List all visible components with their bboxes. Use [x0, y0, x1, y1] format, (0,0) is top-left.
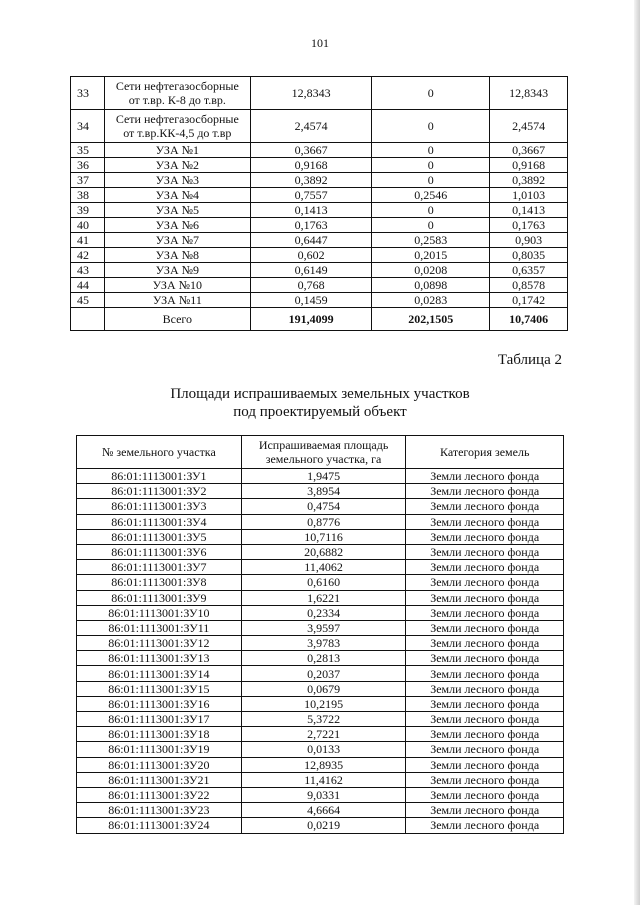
header-requested-area-line-2: земельного участка, га	[265, 452, 382, 466]
parcel-number-cell: 86:01:1113001:ЗУ5	[77, 529, 242, 544]
object-name-cell: УЗА №1	[104, 143, 250, 158]
table-row	[71, 158, 568, 173]
object-name-cell: УЗА №2	[104, 158, 250, 173]
value-cell-b: 0,0208	[372, 263, 490, 278]
land-category-cell: Земли лесного фонда	[406, 772, 564, 787]
table-1	[70, 76, 568, 331]
land-category-cell: Земли лесного фонда	[406, 666, 564, 681]
table-row	[71, 218, 568, 233]
value-cell-b: 0	[372, 203, 490, 218]
table-row	[71, 248, 568, 263]
land-category-cell: Земли лесного фонда	[406, 605, 564, 620]
parcel-area-cell: 12,8935	[241, 757, 406, 772]
table-2-body	[77, 469, 564, 834]
value-cell-c: 0,6357	[490, 263, 568, 278]
table-row	[77, 575, 564, 590]
row-number-cell: 39	[71, 203, 105, 218]
table-row	[77, 712, 564, 727]
table-row	[71, 293, 568, 308]
object-name-cell: УЗА №3	[104, 173, 250, 188]
object-name-cell: УЗА №4	[104, 188, 250, 203]
table-row	[77, 696, 564, 711]
value-cell-c: 1,0103	[490, 188, 568, 203]
land-category-cell: Земли лесного фонда	[406, 499, 564, 514]
table-row	[77, 757, 564, 772]
parcel-area-cell: 11,4162	[241, 772, 406, 787]
row-number-cell: 41	[71, 233, 105, 248]
parcel-area-cell: 2,7221	[241, 727, 406, 742]
table-row	[77, 499, 564, 514]
object-name-line-1: Сети нефтегазосборные	[115, 79, 239, 93]
total-empty-cell	[71, 308, 105, 331]
parcel-number-cell: 86:01:1113001:ЗУ13	[77, 651, 242, 666]
table-row	[77, 514, 564, 529]
parcel-area-cell: 3,9783	[241, 636, 406, 651]
parcel-number-cell: 86:01:1113001:ЗУ22	[77, 787, 242, 802]
table-row	[71, 233, 568, 248]
value-cell-a: 0,7557	[250, 188, 372, 203]
table-row	[77, 727, 564, 742]
table-row	[77, 469, 564, 484]
land-category-cell: Земли лесного фонда	[406, 590, 564, 605]
value-cell-b: 0	[372, 218, 490, 233]
object-name-line-2: от т.вр. К-8 до т.вр.	[128, 93, 226, 107]
land-category-cell: Земли лесного фонда	[406, 696, 564, 711]
value-cell-a: 0,602	[250, 248, 372, 263]
parcel-area-cell: 0,0679	[241, 681, 406, 696]
object-name-cell: УЗА №6	[104, 218, 250, 233]
parcel-number-cell: 86:01:1113001:ЗУ8	[77, 575, 242, 590]
row-number-cell: 40	[71, 218, 105, 233]
value-cell-c: 0,9168	[490, 158, 568, 173]
value-cell-b: 0	[372, 143, 490, 158]
value-cell-b: 0,0898	[372, 278, 490, 293]
land-category-cell: Земли лесного фонда	[406, 818, 564, 833]
parcel-number-cell: 86:01:1113001:ЗУ11	[77, 620, 242, 635]
value-cell-b: 0,0283	[372, 293, 490, 308]
land-category-cell: Земли лесного фонда	[406, 484, 564, 499]
object-name-cell: УЗА №10	[104, 278, 250, 293]
parcel-area-cell: 10,7116	[241, 529, 406, 544]
row-number-cell: 34	[71, 110, 105, 143]
land-category-cell: Земли лесного фонда	[406, 529, 564, 544]
parcel-number-cell: 86:01:1113001:ЗУ15	[77, 681, 242, 696]
value-cell-c: 0,3667	[490, 143, 568, 158]
parcel-number-cell: 86:01:1113001:ЗУ16	[77, 696, 242, 711]
row-number-cell: 35	[71, 143, 105, 158]
value-cell-c: 12,8343	[490, 77, 568, 110]
page-number: 101	[311, 36, 329, 50]
row-number-cell: 36	[71, 158, 105, 173]
table-row	[71, 77, 568, 110]
header-requested-area-line-1: Испрашиваемая площадь	[258, 438, 389, 452]
table-row	[71, 143, 568, 158]
header-land-category: Категория земель	[406, 436, 564, 469]
table-row	[77, 544, 564, 559]
parcel-number-cell: 86:01:1113001:ЗУ12	[77, 636, 242, 651]
parcel-number-cell: 86:01:1113001:ЗУ19	[77, 742, 242, 757]
row-number-cell: 45	[71, 293, 105, 308]
table-row	[77, 651, 564, 666]
parcel-area-cell: 0,0133	[241, 742, 406, 757]
object-name-cell: УЗА №8	[104, 248, 250, 263]
value-cell-a: 0,3667	[250, 143, 372, 158]
parcel-number-cell: 86:01:1113001:ЗУ6	[77, 544, 242, 559]
row-number-cell: 33	[71, 77, 105, 110]
parcel-area-cell: 11,4062	[241, 560, 406, 575]
parcel-area-cell: 0,0219	[241, 818, 406, 833]
table-1-body	[71, 77, 568, 331]
total-value-a: 191,4099	[250, 308, 372, 331]
table-row	[77, 803, 564, 818]
row-number-cell: 44	[71, 278, 105, 293]
table-row	[77, 681, 564, 696]
land-category-cell: Земли лесного фонда	[406, 651, 564, 666]
header-requested-area	[241, 436, 406, 469]
row-number-cell: 43	[71, 263, 105, 278]
table-row	[71, 188, 568, 203]
value-cell-c: 0,8035	[490, 248, 568, 263]
row-number-cell: 37	[71, 173, 105, 188]
parcel-area-cell: 0,4754	[241, 499, 406, 514]
parcel-number-cell: 86:01:1113001:ЗУ9	[77, 590, 242, 605]
value-cell-b: 0	[372, 173, 490, 188]
parcel-area-cell: 5,3722	[241, 712, 406, 727]
parcel-number-cell: 86:01:1113001:ЗУ14	[77, 666, 242, 681]
table-row	[71, 278, 568, 293]
row-number-cell: 38	[71, 188, 105, 203]
parcel-area-cell: 9,0331	[241, 787, 406, 802]
land-category-cell: Земли лесного фонда	[406, 757, 564, 772]
land-category-cell: Земли лесного фонда	[406, 712, 564, 727]
object-name-cell	[104, 77, 250, 110]
parcel-number-cell: 86:01:1113001:ЗУ18	[77, 727, 242, 742]
table-row	[77, 818, 564, 833]
value-cell-a: 0,6447	[250, 233, 372, 248]
total-value-b: 202,1505	[372, 308, 490, 331]
value-cell-a: 2,4574	[250, 110, 372, 143]
value-cell-b: 0	[372, 110, 490, 143]
table-row	[71, 263, 568, 278]
parcel-area-cell: 4,6664	[241, 803, 406, 818]
value-cell-a: 0,3892	[250, 173, 372, 188]
parcel-number-cell: 86:01:1113001:ЗУ17	[77, 712, 242, 727]
land-category-cell: Земли лесного фонда	[406, 575, 564, 590]
parcel-number-cell: 86:01:1113001:ЗУ7	[77, 560, 242, 575]
parcel-area-cell: 0,2334	[241, 605, 406, 620]
land-category-cell: Земли лесного фонда	[406, 560, 564, 575]
value-cell-a: 12,8343	[250, 77, 372, 110]
value-cell-c: 2,4574	[490, 110, 568, 143]
value-cell-b: 0,2015	[372, 248, 490, 263]
parcel-area-cell: 3,9597	[241, 620, 406, 635]
value-cell-c: 0,1413	[490, 203, 568, 218]
header-parcel-number: № земельного участка	[77, 436, 242, 469]
land-category-cell: Земли лесного фонда	[406, 544, 564, 559]
parcel-number-cell: 86:01:1113001:ЗУ4	[77, 514, 242, 529]
land-category-cell: Земли лесного фонда	[406, 803, 564, 818]
value-cell-a: 0,1413	[250, 203, 372, 218]
parcel-area-cell: 1,9475	[241, 469, 406, 484]
parcel-area-cell: 0,2037	[241, 666, 406, 681]
total-row	[71, 308, 568, 331]
parcel-area-cell: 0,8776	[241, 514, 406, 529]
table-row	[77, 484, 564, 499]
object-name-cell: УЗА №7	[104, 233, 250, 248]
table-row	[77, 666, 564, 681]
parcel-number-cell: 86:01:1113001:ЗУ10	[77, 605, 242, 620]
value-cell-b: 0	[372, 77, 490, 110]
parcel-number-cell: 86:01:1113001:ЗУ21	[77, 772, 242, 787]
table-2-title	[0, 385, 640, 421]
parcel-number-cell: 86:01:1113001:ЗУ23	[77, 803, 242, 818]
value-cell-b: 0,2546	[372, 188, 490, 203]
value-cell-c: 0,3892	[490, 173, 568, 188]
object-name-cell: УЗА №11	[104, 293, 250, 308]
table-row	[77, 636, 564, 651]
table-row	[77, 772, 564, 787]
table-row	[77, 529, 564, 544]
table-2-header-row	[77, 436, 564, 469]
table-2-title-line-2: под проектируемый объект	[233, 404, 407, 420]
total-label-cell: Всего	[104, 308, 250, 331]
table-row	[71, 110, 568, 143]
value-cell-b: 0	[372, 158, 490, 173]
value-cell-a: 0,768	[250, 278, 372, 293]
value-cell-c: 0,903	[490, 233, 568, 248]
land-category-cell: Земли лесного фонда	[406, 514, 564, 529]
land-category-cell: Земли лесного фонда	[406, 620, 564, 635]
table-2-title-line-1: Площади испрашиваемых земельных участков	[170, 386, 470, 402]
table-row	[77, 787, 564, 802]
object-name-cell: УЗА №5	[104, 203, 250, 218]
table-row	[77, 560, 564, 575]
land-category-cell: Земли лесного фонда	[406, 681, 564, 696]
value-cell-a: 0,6149	[250, 263, 372, 278]
table-row	[77, 620, 564, 635]
parcel-area-cell: 10,2195	[241, 696, 406, 711]
land-category-cell: Земли лесного фонда	[406, 469, 564, 484]
object-name-cell	[104, 110, 250, 143]
land-category-cell: Земли лесного фонда	[406, 742, 564, 757]
land-category-cell: Земли лесного фонда	[406, 636, 564, 651]
value-cell-a: 0,1763	[250, 218, 372, 233]
parcel-area-cell: 3,8954	[241, 484, 406, 499]
total-value-c: 10,7406	[490, 308, 568, 331]
value-cell-c: 0,1763	[490, 218, 568, 233]
parcel-number-cell: 86:01:1113001:ЗУ3	[77, 499, 242, 514]
value-cell-b: 0,2583	[372, 233, 490, 248]
parcel-area-cell: 20,6882	[241, 544, 406, 559]
table-2-label: Таблица 2	[497, 352, 562, 368]
value-cell-c: 0,1742	[490, 293, 568, 308]
table-row	[71, 173, 568, 188]
row-number-cell: 42	[71, 248, 105, 263]
object-name-line-2: от т.вр.КК-4,5 до т.вр	[123, 126, 232, 140]
parcel-number-cell: 86:01:1113001:ЗУ2	[77, 484, 242, 499]
value-cell-a: 0,1459	[250, 293, 372, 308]
table-row	[77, 605, 564, 620]
value-cell-c: 0,8578	[490, 278, 568, 293]
land-category-cell: Земли лесного фонда	[406, 727, 564, 742]
parcel-area-cell: 1,6221	[241, 590, 406, 605]
page-edge-shadow	[634, 0, 640, 905]
table-row	[77, 742, 564, 757]
table-row	[71, 203, 568, 218]
land-category-cell: Земли лесного фонда	[406, 787, 564, 802]
object-name-cell: УЗА №9	[104, 263, 250, 278]
parcel-number-cell: 86:01:1113001:ЗУ1	[77, 469, 242, 484]
parcel-number-cell: 86:01:1113001:ЗУ20	[77, 757, 242, 772]
object-name-line-1: Сети нефтегазосборные	[115, 112, 239, 126]
table-2	[76, 435, 564, 834]
parcel-area-cell: 0,6160	[241, 575, 406, 590]
parcel-number-cell: 86:01:1113001:ЗУ24	[77, 818, 242, 833]
table-row	[77, 590, 564, 605]
value-cell-a: 0,9168	[250, 158, 372, 173]
parcel-area-cell: 0,2813	[241, 651, 406, 666]
